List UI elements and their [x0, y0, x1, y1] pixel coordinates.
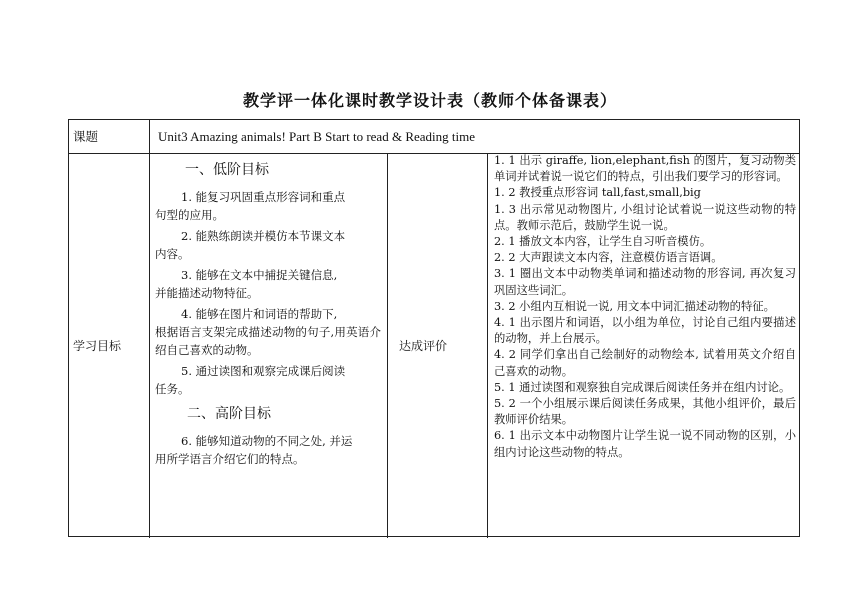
evaluation-item: 2. 2 大声跟读文本内容，注意模仿语言语调。	[494, 251, 723, 265]
page-title: 教学评一体化课时教学设计表（教师个体备课表）	[242, 91, 617, 110]
evaluation-item: 4. 2 同学们拿出自己绘制好的动物绘本, 试着用英文介绍自己喜欢的动物。	[494, 348, 796, 378]
evaluation-item: 6. 1 出示文本中动物图片让学生说一说不同动物的区别，小组内讨论这些动物的特点。	[494, 429, 796, 459]
evaluation-item: 5. 1 通过读图和观察独自完成课后阅读任务并在组内讨论。	[494, 380, 791, 394]
lesson-plan-table	[68, 119, 800, 537]
column-divider-goals	[387, 153, 388, 538]
high-level-goals-heading: 二、高阶目标	[187, 406, 271, 422]
column-divider-eval	[487, 153, 488, 538]
evaluation-item: 2. 1 播放文本内容，让学生自习听音模仿。	[494, 235, 712, 249]
evaluation-item: 4. 1 出示图片和词语，以小组为单位，讨论自己组内要描述的动物，并上台展示。	[494, 316, 796, 346]
goals-content	[155, 160, 381, 471]
learning-goals-label: 学习目标	[73, 339, 122, 353]
evaluation-item: 1. 2 教授重点形容词 tall,fast,small,big	[494, 186, 701, 200]
evaluation-content	[494, 153, 796, 461]
goal-item: 2. 能熟练朗读并模仿本节课文本 内容。	[155, 229, 346, 261]
goal-item: 1. 能复习巩固重点形容词和重点 句型的应用。	[155, 190, 346, 222]
evaluation-item: 5. 2 一个小组展示课后阅读任务成果，其他小组评价，最后教师评价结果。	[494, 397, 796, 427]
evaluation-item: 3. 2 小组内互相说一说, 用文本中词汇描述动物的特征。	[494, 299, 775, 313]
evaluation-label: 达成评价	[399, 339, 448, 353]
evaluation-item: 3. 1 圈出文本中动物类单词和描述动物的形容词, 再次复习巩固这些词汇。	[494, 267, 796, 297]
column-divider-label	[149, 120, 150, 538]
topic-label: 课题	[73, 129, 99, 144]
goal-item: 6. 能够知道动物的不同之处, 并运 用所学语言介绍它们的特点。	[155, 434, 353, 466]
low-level-goals-heading: 一、低阶目标	[185, 162, 269, 178]
goal-item: 3. 能够在文本中捕捉关键信息, 并能描述动物特征。	[155, 268, 338, 300]
goal-item: 5. 通过读图和观察完成课后阅读 任务。	[155, 364, 346, 396]
evaluation-item: 1. 1 出示 giraffe, lion,elephant,fish 的图片，复习动物类单词并试着说一说它们的特点，引出我们要学习的形容词。	[494, 154, 796, 184]
topic-value: Unit3 Amazing animals! Part B Start to read & Reading time	[158, 129, 475, 144]
evaluation-item: 1. 3 出示常见动物图片, 小组讨论试着说一说这些动物的特点。教师示范后，鼓励学生说一说。	[494, 202, 796, 232]
goal-item: 4. 能够在图片和词语的帮助下, 根据语言支架完成描述动物的句子,用英语介绍自己喜欢的动物。	[155, 307, 381, 357]
